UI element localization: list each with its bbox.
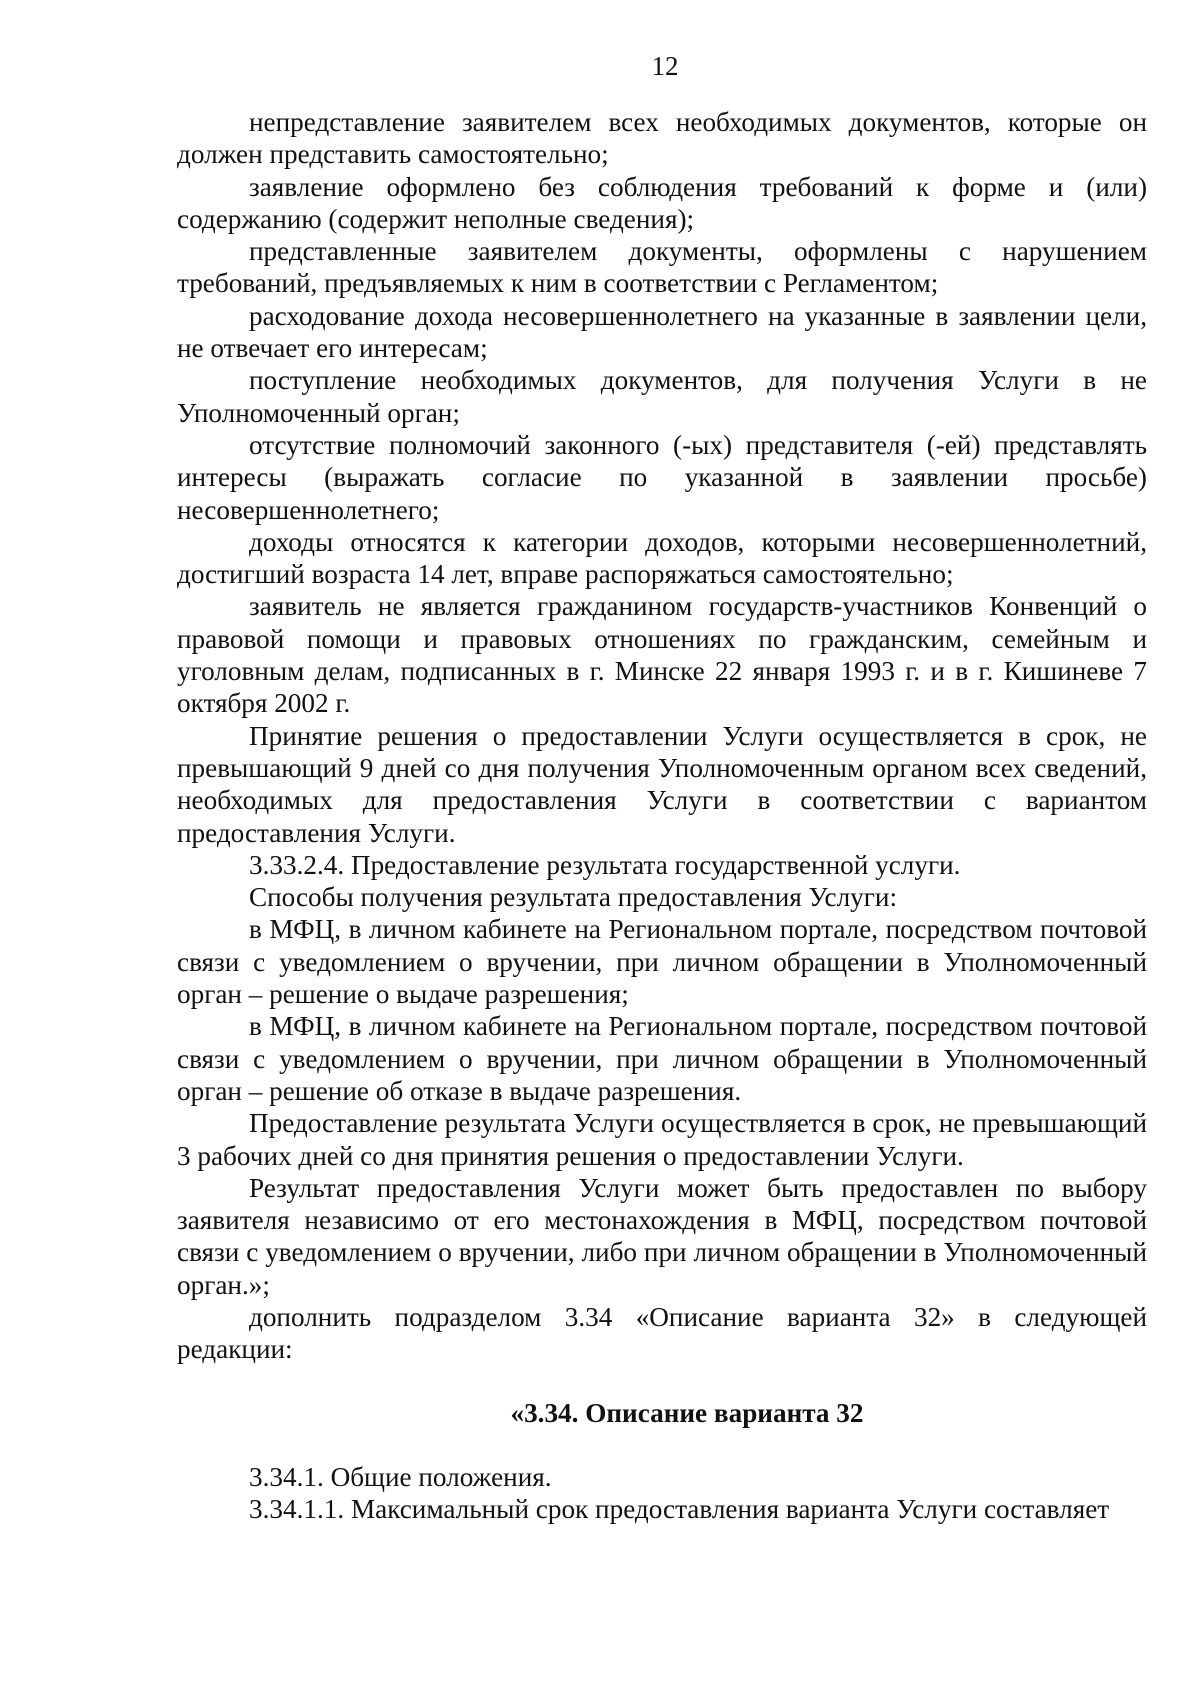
paragraph: непредставление заявителем всех необходимых документов, которые он должен представить самостоятельно;: [177, 107, 1147, 170]
paragraph: доходы относятся к категории доходов, которыми несовершеннолетний, достигший возраста 14 лет, вправе распоряжаться самостоятельно;: [177, 526, 1147, 590]
page-number: 12: [651, 51, 679, 81]
paragraph: Способы получения результата предоставления Услуги:: [249, 882, 898, 913]
paragraph: Предоставление результата Услуги осуществляется в срок, не превышающий 3 рабочих дней со дня принятия решения о предоставлении Услуги.: [177, 1108, 1147, 1171]
paragraph: заявление оформлено без соблюдения требований к форме и (или) содержанию (содержит неполные сведения);: [177, 171, 1147, 234]
paragraph: Принятие решения о предоставлении Услуги осуществляется в срок, не превышающий 9 дней со дня получения Уполномоченным органом всех сведений, необходимых для предоставления Услуги в соответствии с вариантом предоставления Услуги.: [177, 720, 1147, 848]
paragraph: поступление необходимых документов, для получения Услуги в не Уполномоченный орган;: [177, 365, 1147, 428]
paragraph: дополнить подразделом 3.34 «Описание варианта 32» в следующей редакции:: [177, 1301, 1147, 1365]
paragraph: Результат предоставления Услуги может быть предоставлен по выбору заявителя независимо от его местонахождения в МФЦ, посредством почтовой связи с уведомлением о вручении, либо при личном обращении в Уполномоченный орган.»;: [177, 1172, 1147, 1300]
paragraph: в МФЦ, в личном кабинете на Региональном портале, посредством почтовой связи с уведомлением о вручении, при личном обращении в Уполномоченный орган – решение об отказе в выдаче разрешения.: [177, 1011, 1147, 1106]
paragraph: заявитель не является гражданином государств-участников Конвенций о правовой помощи и правовых отношениях по гражданским, семейным и уголовным делам, подписанных в г. Минске 22 января 1993 г. и в г. Кишиневе 7 октября 2002 г.: [177, 591, 1147, 719]
paragraph: расходование дохода несовершеннолетнего на указанные в заявлении цели, не отвечает его интересам;: [177, 300, 1147, 364]
paragraph: представленные заявителем документы, оформлены с нарушением требований, предъявляемых к ним в соответствии с Регламентом;: [177, 236, 1147, 299]
paragraph: 3.33.2.4. Предоставление результата государственной услуги.: [249, 849, 961, 880]
document-body: [177, 106, 1147, 1525]
paragraph: 3.34.1.1. Максимальный срок предоставления варианта Услуги составляет: [249, 1494, 1110, 1525]
section-heading: «3.34. Описание варианта 32: [510, 1397, 864, 1428]
paragraph: 3.34.1. Общие положения.: [249, 1461, 552, 1492]
paragraph: отсутствие полномочий законного (-ых) представителя (-ей) представлять интересы (выражать согласие по указанной в заявлении просьбе) несовершеннолетнего;: [177, 429, 1147, 525]
paragraph: в МФЦ, в личном кабинете на Региональном портале, посредством почтовой связи с уведомлением о вручении, при личном обращении в Уполномоченный орган – решение о выдаче разрешения;: [177, 914, 1147, 1010]
